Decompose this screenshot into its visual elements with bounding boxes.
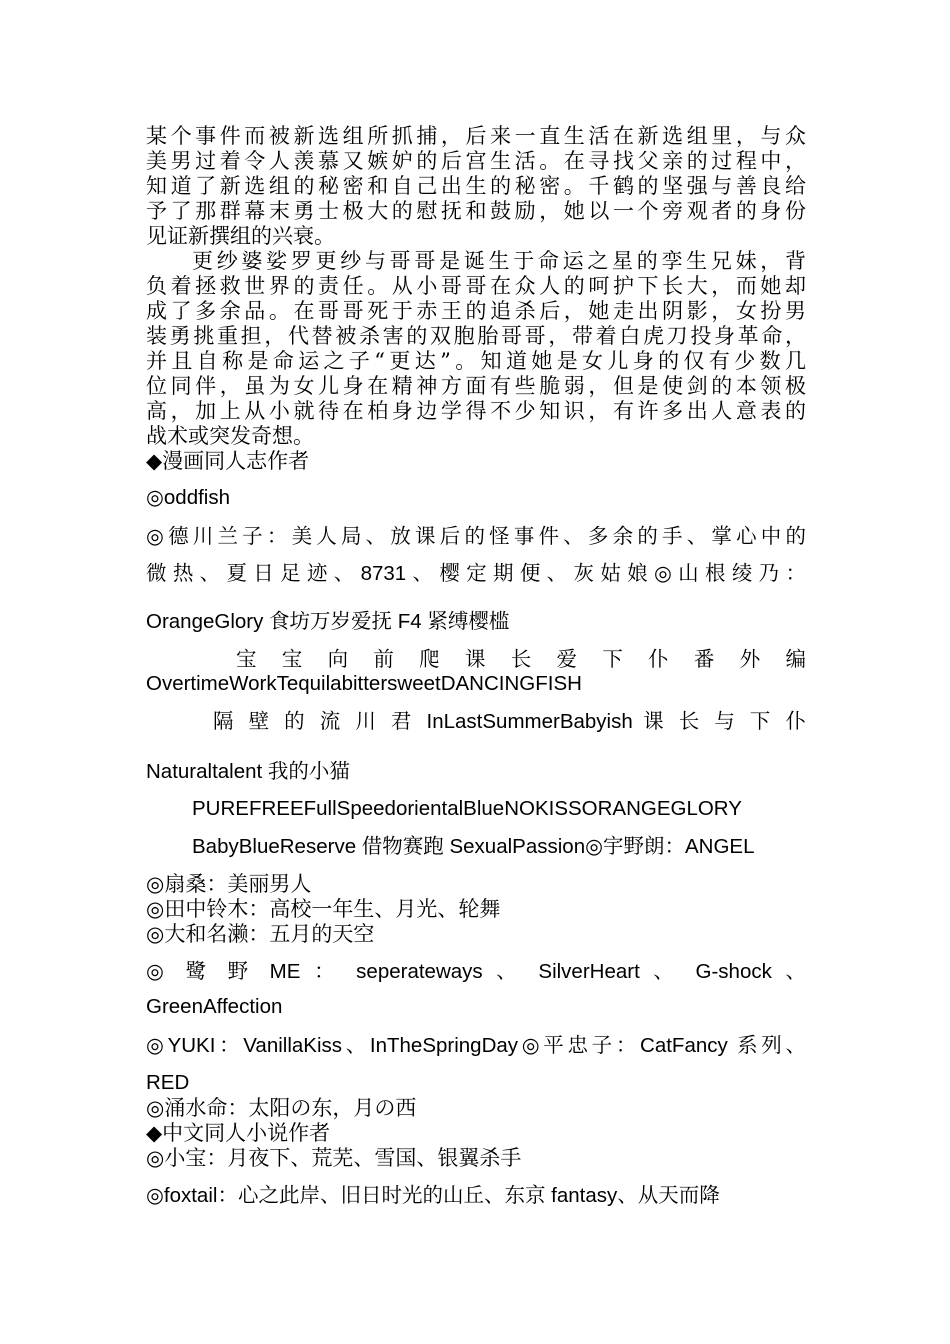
paragraph-line: 美男过着令人羡慕又嫉妒的后宫生活。在寻找父亲的过程中，: [146, 149, 806, 173]
author-entry: ◎田中铃木：高校一年生、月光、轮舞: [146, 897, 501, 921]
paragraph-line: 负着拯救世界的责任。从小哥哥在众人的呵护下长大，而她却: [146, 274, 806, 298]
paragraph-line: 位同伴，虽为女儿身在精神方面有些脆弱，但是使剑的本领极: [146, 374, 806, 398]
author-entry: PUREFREEFullSpeedorientalBlueNOKISSORANGEGLORY: [192, 797, 742, 820]
paragraph-line: 并且自称是命运之子“更达”。知道她是女儿身的仅有少数几: [146, 349, 806, 373]
author-entry: 微热、夏日足迹、8731、樱定期便、灰姑娘◎山根绫乃：: [146, 562, 806, 585]
author-entry: OvertimeWorkTequilabittersweetDANCINGFISH: [146, 672, 582, 695]
paragraph-line: 某个事件而被新选组所抓捕，后来一直生活在新选组里，与众: [146, 124, 806, 148]
section-heading: ◆漫画同人志作者: [146, 449, 310, 473]
author-entry: ◎YUKI：VanillaKiss、InTheSpringDay◎平忠子：CatFancy 系列、: [146, 1034, 806, 1057]
author-entry: ◎扇桑：美丽男人: [146, 872, 312, 896]
paragraph-line: 战术或突发奇想。: [146, 424, 314, 448]
author-entry: ◎oddfish: [146, 486, 230, 509]
paragraph-line: 高，加上从小就待在柏身边学得不少知识，有许多出人意表的: [146, 399, 806, 423]
paragraph-line: 见证新撰组的兴衰。: [146, 224, 335, 248]
author-entry: GreenAffection: [146, 995, 283, 1018]
author-entry: 隔 壁 的 流 川 君 InLastSummerBabyish 课 长 与 下 仆: [213, 710, 806, 733]
author-entry: Naturaltalent 我的小猫: [146, 760, 350, 783]
author-entry: ◎大和名濑：五月的天空: [146, 922, 375, 946]
author-entry: ◎小宝：月夜下、荒芜、雪国、银翼杀手: [146, 1146, 522, 1170]
author-entry: 宝 宝 向 前 爬 课 长 爱 下 仆 番 外 编: [236, 648, 806, 671]
paragraph-line: 更纱婆娑罗更纱与哥哥是诞生于命运之星的孪生兄妹，背: [192, 249, 806, 273]
paragraph-line: 装勇挑重担，代替被杀害的双胞胎哥哥，带着白虎刀投身革命，: [146, 324, 806, 348]
paragraph-line: 予了那群幕末勇士极大的慰抚和鼓励，她以一个旁观者的身份: [146, 199, 806, 223]
author-entry: RED: [146, 1071, 190, 1094]
author-entry: ◎涌水命：太阳の东，月の西: [146, 1096, 417, 1120]
author-entry: ◎foxtail：心之此岸、旧日时光的山丘、东京 fantasy、从天而降: [146, 1184, 720, 1207]
paragraph-line: 成了多余品。在哥哥死于赤王的追杀后，她走出阴影，女扮男: [146, 299, 806, 323]
author-entry: ◎德川兰子：美人局、放课后的怪事件、多余的手、掌心中的: [146, 525, 806, 548]
author-entry: BabyBlueReserve 借物赛跑 SexualPassion◎宇野朗：ANGEL: [192, 835, 755, 858]
section-heading: ◆中文同人小说作者: [146, 1121, 331, 1145]
paragraph-line: 知道了新选组的秘密和自己出生的秘密。千鹤的坚强与善良给: [146, 174, 806, 198]
author-entry: OrangeGlory 食坊万岁爱抚 F4 紧缚樱槛: [146, 610, 510, 633]
author-entry: ◎ 鹭 野 ME ： seperateways 、 SilverHeart 、 G-shock 、: [146, 960, 806, 983]
